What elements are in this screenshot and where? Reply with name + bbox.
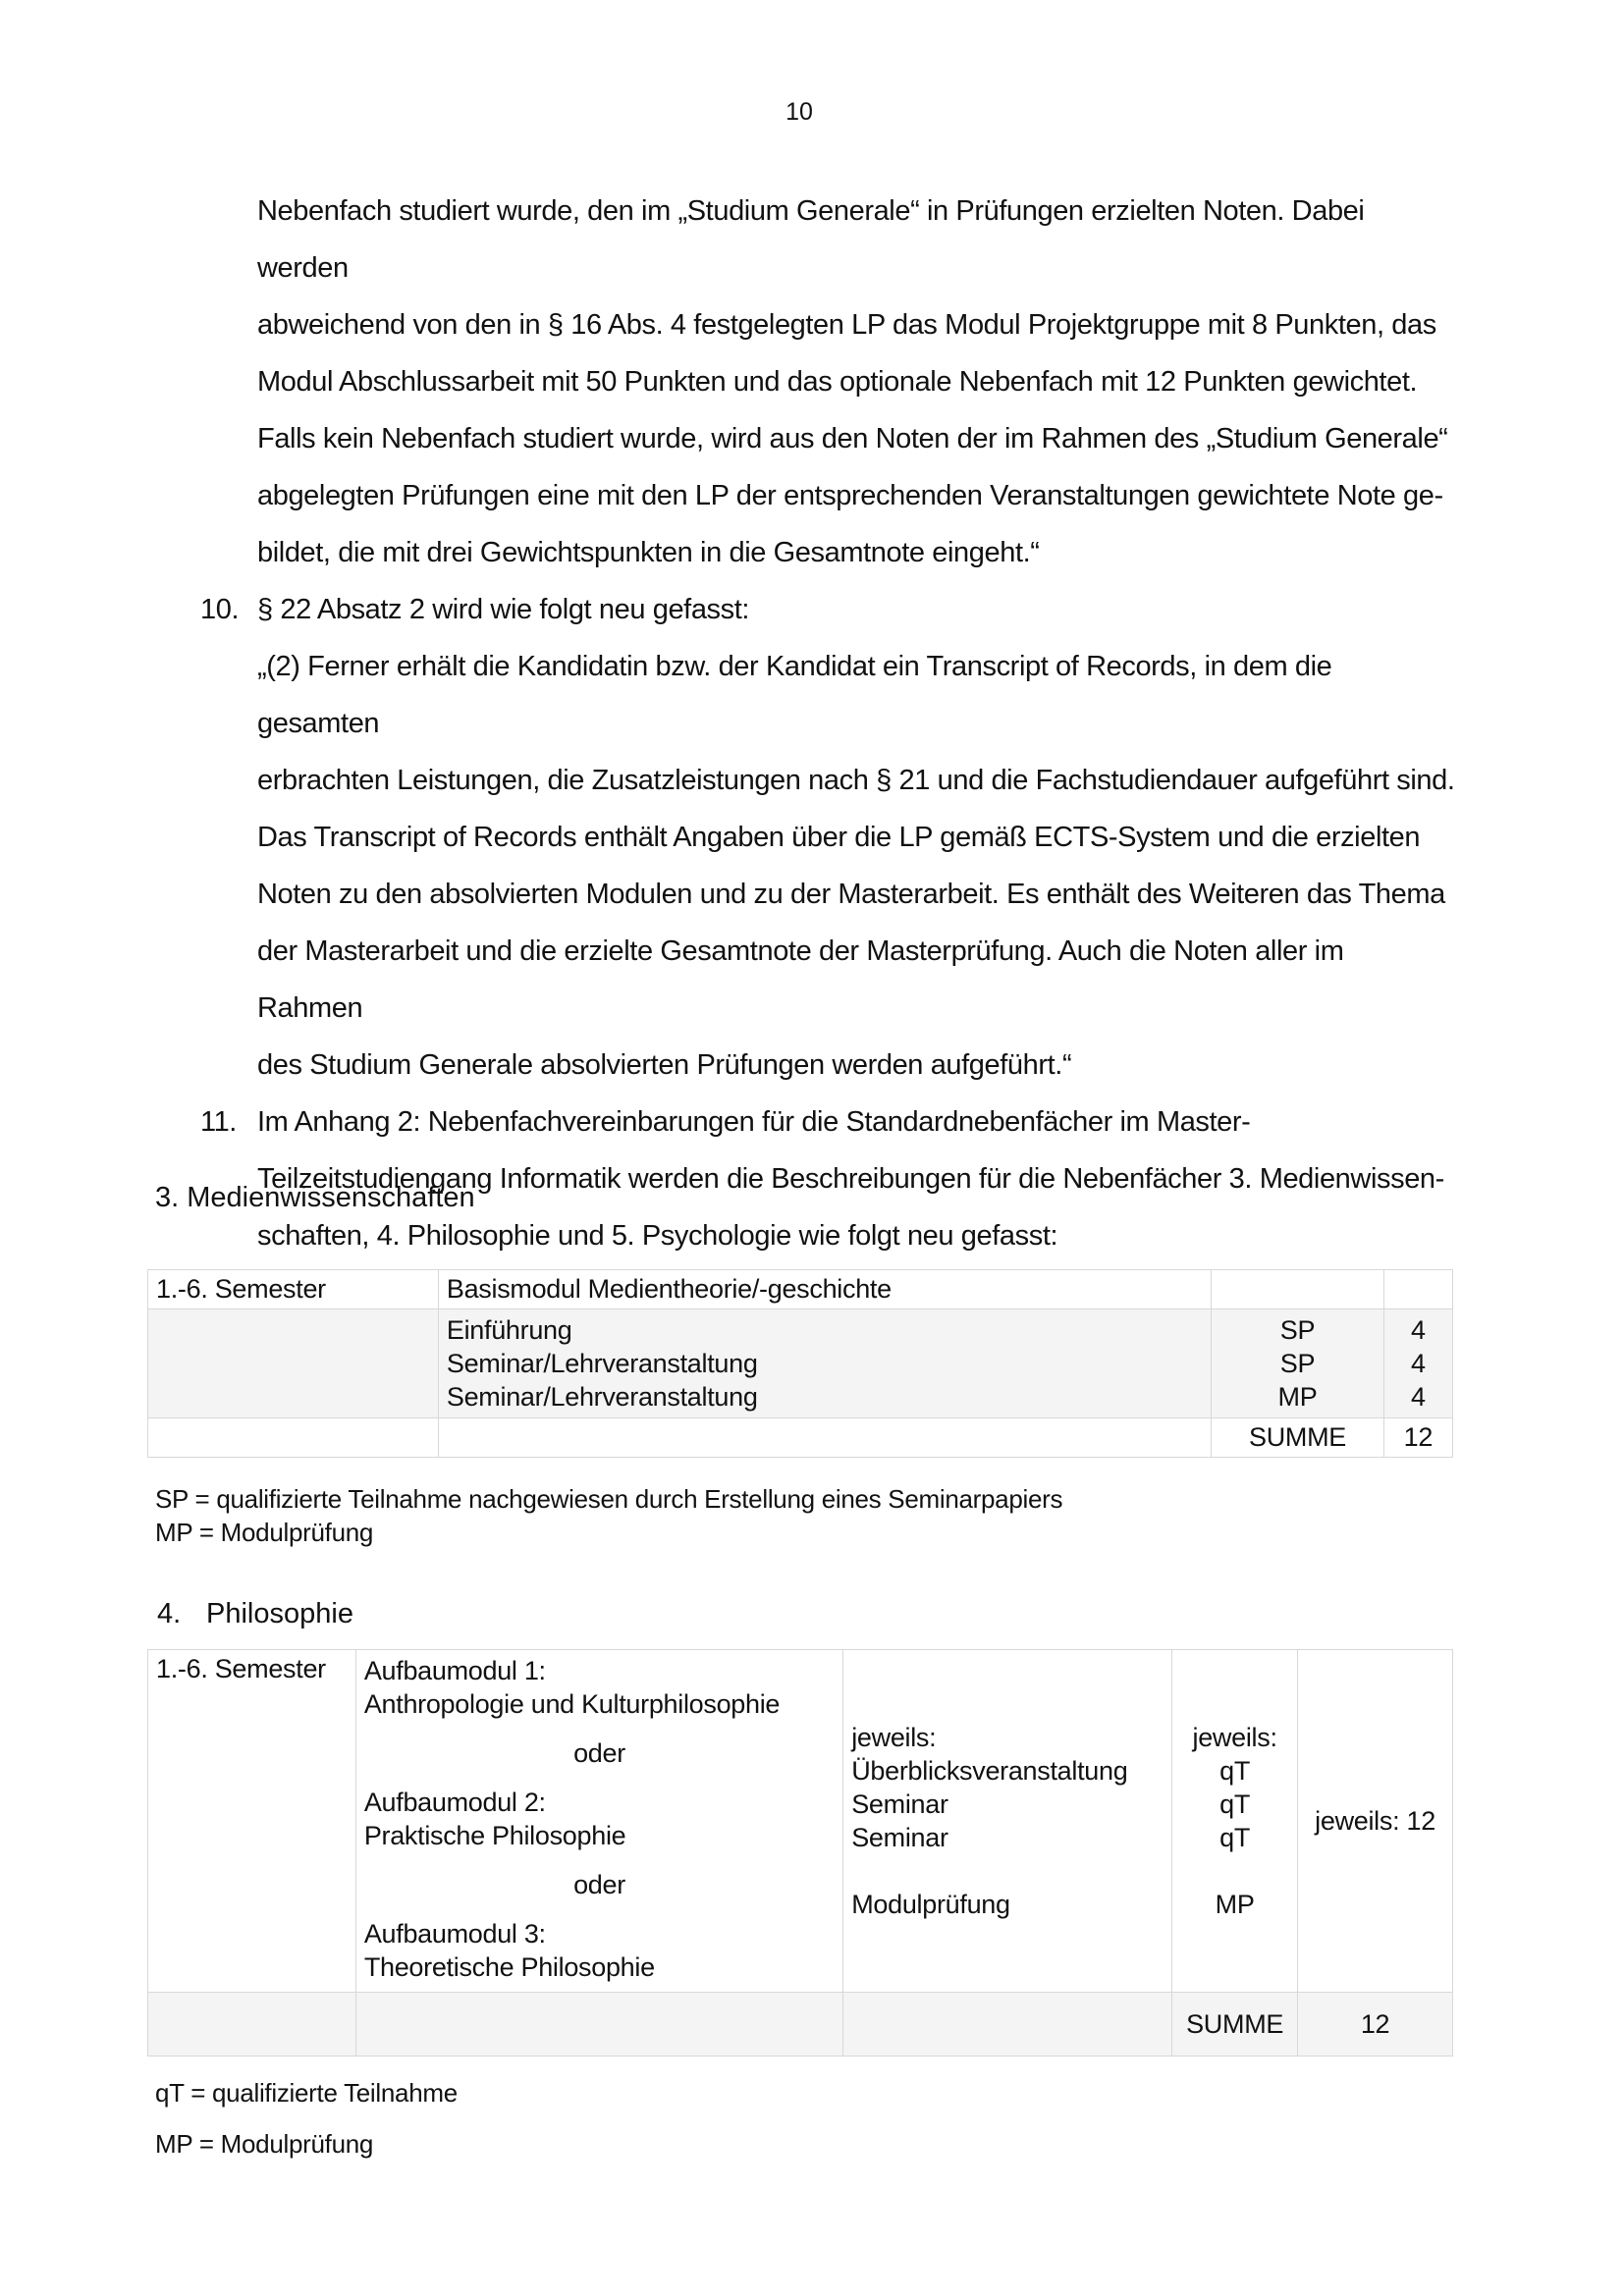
type-line: qT [1219,1756,1251,1786]
type-line: MP [1215,1890,1255,1919]
philo-table [147,1649,1453,2056]
text-line: Modul Abschlussarbeit mit 50 Punkten und das optionale Nebenfach mit 12 Punkten gewichtet. [257,366,1418,398]
semester-cell: 1.-6. Semester [148,1650,356,1993]
event-type: MP [1277,1382,1318,1412]
list-item-10 [200,581,1455,1094]
event-line: Seminar [851,1789,948,1819]
legend-line: SP = qualifizierte Teilnahme nachgewiesen durch Erstellung eines Seminarpapiers [155,1484,1063,1514]
sum-label: SUMME [1172,1993,1298,2056]
event-name: Seminar/Lehrveranstaltung [446,1382,758,1412]
text-line: abgelegten Prüfungen eine mit den LP der entsprechenden Veranstaltungen gewichtete Note ge- [257,480,1443,511]
section-number: 4. [157,1598,182,1629]
sum-value: 12 [1298,1993,1453,2056]
text-line: der Masterarbeit und die erzielte Gesamtnote der Masterprüfung. Auch die Noten aller im Rahmen [257,935,1344,1024]
modules-cell [355,1650,842,1993]
section-heading-medienwissenschaften: 3. Medienwissenschaften [155,1182,475,1213]
philo-legend [155,2067,458,2169]
empty-cell [1212,1270,1384,1309]
events-cell [843,1650,1172,1993]
text-line: bildet, die mit drei Gewichtspunkten in die Gesamtnote eingeht.“ [257,537,1040,568]
empty-cell [355,1993,842,2056]
types-cell [1172,1650,1298,1993]
module-or: oder [573,1870,625,1899]
paragraph-continuation [257,183,1455,581]
legend-line: MP = Modulprüfung [155,1518,374,1547]
list-number: 10. [200,594,240,625]
events-cell [438,1309,1211,1418]
module-cell: Basismodul Medientheorie/-geschichte [438,1270,1211,1309]
event-line: Überblicksveranstaltung [851,1756,1128,1786]
text-line: Das Transcript of Records enthält Angaben über die LP gemäß ECTS-System und die erzielten [257,822,1421,853]
type-line: qT [1219,1823,1251,1852]
event-line: Seminar [851,1823,948,1852]
types-cell [1212,1309,1384,1418]
legend-line: qT = qualifizierte Teilnahme [155,2078,458,2108]
list-number: 11. [200,1106,237,1138]
text-line: Nebenfach studiert wurde, den im „Studium Generale“ in Prüfungen erzielten Noten. Dabei werden [257,195,1365,284]
list-item-11 [200,1094,1455,1264]
legend-line: MP = Modulprüfung [155,2129,374,2159]
lp-cell [1383,1309,1452,1418]
module-line: Aufbaumodul 1: [363,1656,546,1685]
empty-cell [1383,1270,1452,1309]
text-line: „(2) Ferner erhält die Kandidatin bzw. der Kandidat ein Transcript of Records, in dem die gesamten [257,651,1332,739]
event-lp: 4 [1411,1315,1426,1345]
empty-cell [148,1993,356,2056]
module-line: Aufbaumodul 2: [363,1788,546,1817]
event-type: SP [1279,1349,1316,1378]
module-line: Anthropologie und Kulturphilosophie [363,1689,781,1719]
event-line: Modulprüfung [851,1890,1010,1919]
page-number: 10 [785,98,813,126]
module-line: Praktische Philosophie [363,1821,626,1850]
text-line: erbrachten Leistungen, die Zusatzleistungen nach § 21 und die Fachstudiendauer aufgeführt sind. [257,765,1455,796]
module-line: Aufbaumodul 3: [363,1919,546,1949]
text-line: Noten zu den absolvierten Modulen und zu der Masterarbeit. Es enthält des Weiteren das Thema [257,879,1445,910]
section-heading-philosophie [157,1598,353,1630]
lp-cell: jeweils: 12 [1298,1650,1453,1993]
text-line: abweichend von den in § 16 Abs. 4 festgelegten LP das Modul Projektgruppe mit 8 Punkten, das [257,309,1436,341]
event-line: jeweils: [851,1723,937,1752]
event-name: Einführung [446,1315,572,1345]
empty-cell [148,1309,439,1418]
event-lp: 4 [1411,1349,1426,1378]
text-line: des Studium Generale absolvierten Prüfungen werden aufgeführt.“ [257,1049,1072,1081]
body-text [200,183,1455,1264]
text-line: schaften, 4. Philosophie und 5. Psychologie wie folgt neu gefasst: [257,1220,1058,1252]
medien-legend [155,1482,1062,1549]
empty-cell [843,1993,1172,2056]
table-row [148,1993,1453,2056]
table-row [148,1650,1453,1993]
empty-cell [438,1418,1211,1458]
section-title: Philosophie [206,1598,353,1629]
text-line: Im Anhang 2: Nebenfachvereinbarungen für die Standardnebenfächer im Master- [257,1106,1251,1138]
sum-value: 12 [1383,1418,1452,1458]
sum-label: SUMME [1212,1418,1384,1458]
event-name: Seminar/Lehrveranstaltung [446,1349,758,1378]
table-row [148,1309,1453,1418]
event-type: SP [1279,1315,1316,1345]
module-line: Theoretische Philosophie [363,1952,655,1982]
module-or: oder [573,1738,625,1768]
table-row [148,1418,1453,1458]
semester-cell: 1.-6. Semester [148,1270,439,1309]
text-line: Falls kein Nebenfach studiert wurde, wird aus den Noten der im Rahmen des „Studium Generale“ [257,423,1448,454]
type-line: qT [1219,1789,1251,1819]
text-line: Teilzeitstudiengang Informatik werden die Beschreibungen für die Nebenfächer 3. Medienwissen- [257,1163,1444,1195]
empty-cell [148,1418,439,1458]
table-row [148,1270,1453,1309]
type-line: jeweils: [1192,1723,1277,1752]
text-line: § 22 Absatz 2 wird wie folgt neu gefasst: [257,594,750,625]
event-lp: 4 [1411,1382,1426,1412]
medien-table [147,1269,1453,1458]
